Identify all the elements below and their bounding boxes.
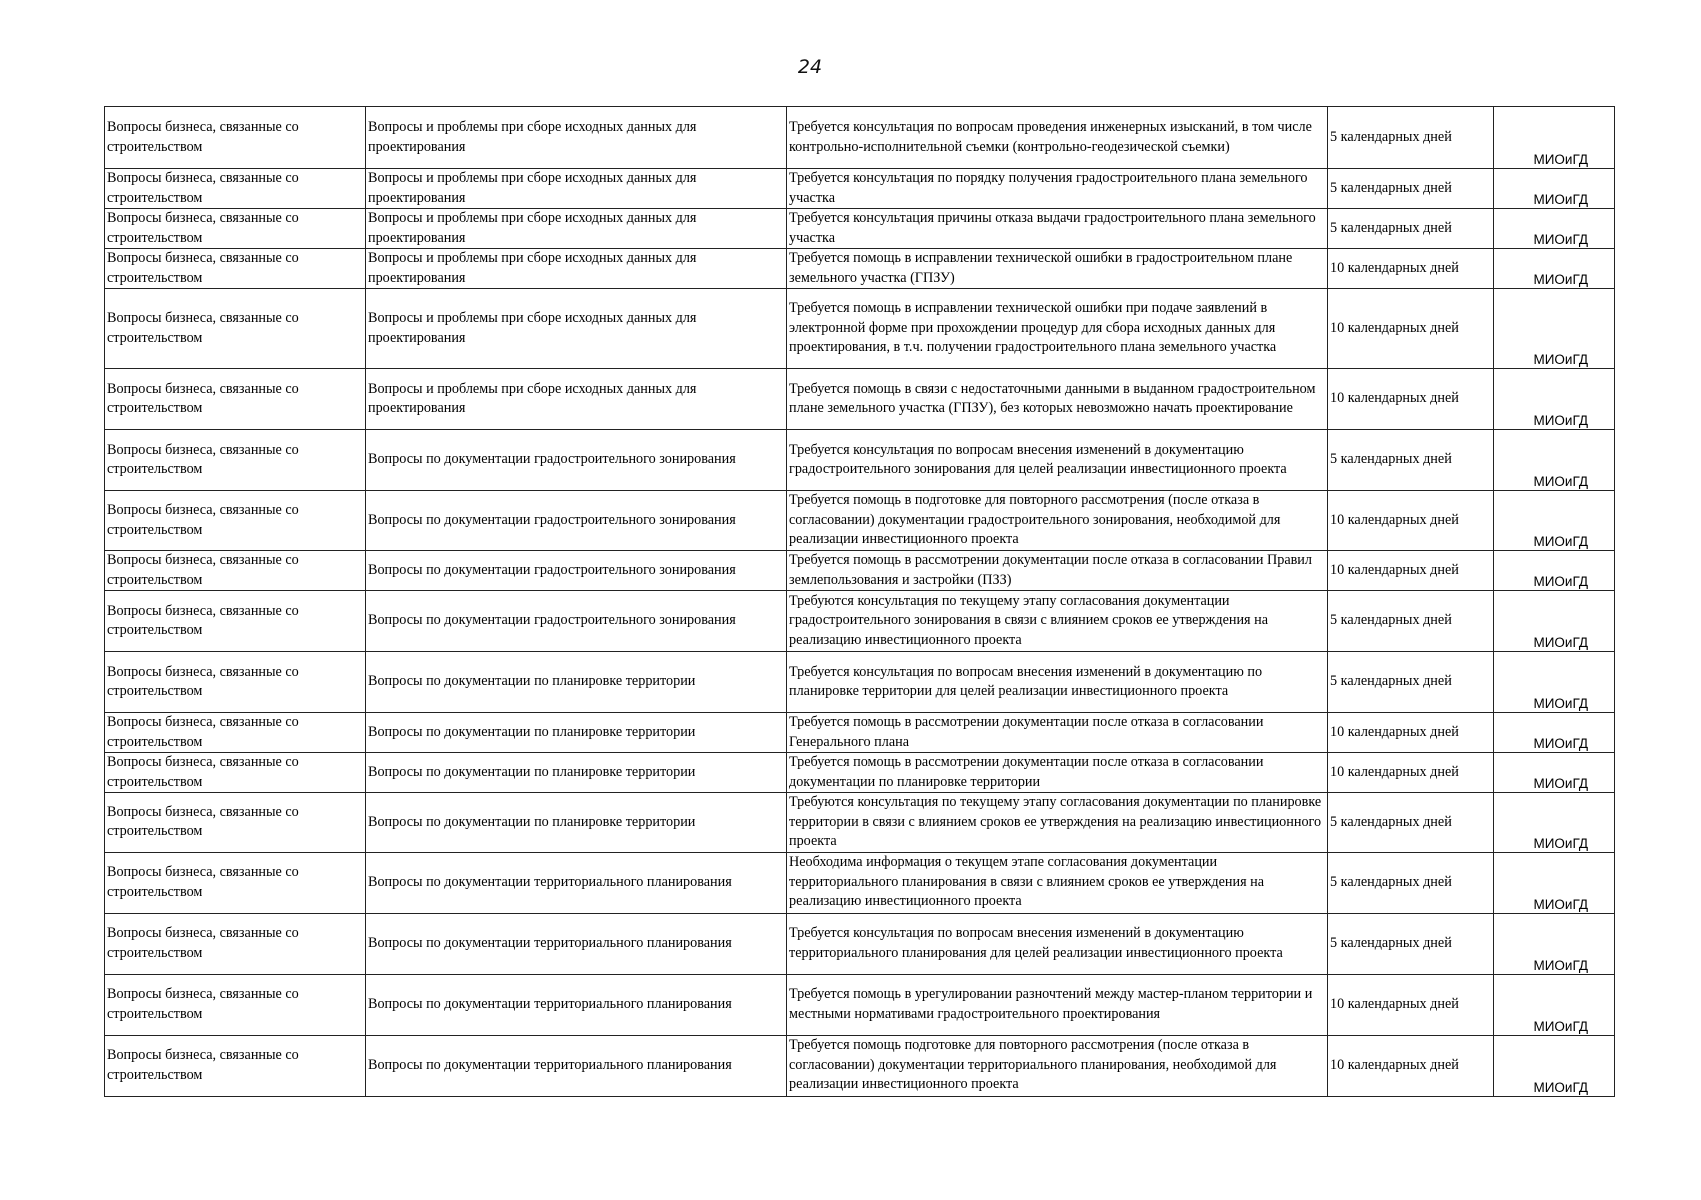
agency-cell: МИОиГД [1494, 753, 1615, 793]
topic-cell: Вопросы и проблемы при сборе исходных данных для проектирования [366, 369, 787, 430]
term-cell: 5 календарных дней [1328, 209, 1494, 249]
description-cell: Требуется помощь в связи с недостаточными данными в выданном градостроительном плане земельного участка (ГПЗУ), без которых невозможно начать проектирование [787, 369, 1328, 430]
description-cell: Требуется помощь в урегулировании разночтений между мастер-планом территории и местными нормативами градостроительного проектирования [787, 974, 1328, 1035]
agency-cell: МИОиГД [1494, 169, 1615, 209]
table-row [105, 852, 1615, 913]
table-row [105, 591, 1615, 652]
agency-cell: МИОиГД [1494, 591, 1615, 652]
category-cell: Вопросы бизнеса, связанные со строительством [105, 591, 366, 652]
category-cell: Вопросы бизнеса, связанные со строительством [105, 652, 366, 713]
topic-cell: Вопросы по документации по планировке территории [366, 652, 787, 713]
services-table-container [104, 106, 1614, 1097]
category-cell: Вопросы бизнеса, связанные со строительством [105, 249, 366, 289]
term-cell: 5 календарных дней [1328, 169, 1494, 209]
agency-cell: МИОиГД [1494, 913, 1615, 974]
description-cell: Требуется помощь в подготовке для повторного рассмотрения (после отказа в согласовании) документации градостроительного зонирования, необходимой для реализации инвестиционного проекта [787, 491, 1328, 551]
topic-cell: Вопросы по документации градостроительного зонирования [366, 591, 787, 652]
topic-cell: Вопросы по документации территориального планирования [366, 1035, 787, 1096]
agency-cell: МИОиГД [1494, 974, 1615, 1035]
agency-cell: МИОиГД [1494, 369, 1615, 430]
agency-cell: МИОиГД [1494, 107, 1615, 169]
term-cell: 10 календарных дней [1328, 369, 1494, 430]
term-cell: 10 календарных дней [1328, 551, 1494, 591]
topic-cell: Вопросы и проблемы при сборе исходных данных для проектирования [366, 249, 787, 289]
topic-cell: Вопросы и проблемы при сборе исходных данных для проектирования [366, 289, 787, 369]
term-cell: 10 календарных дней [1328, 289, 1494, 369]
topic-cell: Вопросы по документации градостроительного зонирования [366, 551, 787, 591]
table-row [105, 249, 1615, 289]
term-cell: 5 календарных дней [1328, 852, 1494, 913]
description-cell: Требуется консультация по порядку получения градостроительного плана земельного участка [787, 169, 1328, 209]
agency-cell: МИОиГД [1494, 852, 1615, 913]
agency-cell: МИОиГД [1494, 1035, 1615, 1096]
term-cell: 5 календарных дней [1328, 107, 1494, 169]
agency-cell: МИОиГД [1494, 713, 1615, 753]
category-cell: Вопросы бизнеса, связанные со строительством [105, 369, 366, 430]
description-cell: Требуется помощь в рассмотрении документации после отказа в согласовании Правил землепользования и застройки (ПЗЗ) [787, 551, 1328, 591]
agency-cell: МИОиГД [1494, 551, 1615, 591]
topic-cell: Вопросы по документации по планировке территории [366, 713, 787, 753]
agency-cell: МИОиГД [1494, 430, 1615, 491]
category-cell: Вопросы бизнеса, связанные со строительством [105, 1035, 366, 1096]
term-cell: 10 календарных дней [1328, 491, 1494, 551]
description-cell: Требуется помощь в рассмотрении документации после отказа в согласовании документации по планировке территории [787, 753, 1328, 793]
description-cell: Требуется консультация причины отказа выдачи градостроительного плана земельного участка [787, 209, 1328, 249]
agency-cell: МИОиГД [1494, 289, 1615, 369]
category-cell: Вопросы бизнеса, связанные со строительством [105, 209, 366, 249]
topic-cell: Вопросы по документации по планировке территории [366, 793, 787, 853]
table-row [105, 369, 1615, 430]
table-row [105, 713, 1615, 753]
topic-cell: Вопросы по документации территориального планирования [366, 913, 787, 974]
category-cell: Вопросы бизнеса, связанные со строительством [105, 169, 366, 209]
page-number: 24 [797, 56, 823, 78]
table-body [105, 107, 1615, 1097]
term-cell: 10 календарных дней [1328, 1035, 1494, 1096]
services-table [104, 106, 1615, 1097]
description-cell: Требуется консультация по вопросам внесения изменений в документацию градостроительного зонирования для целей реализации инвестиционного проекта [787, 430, 1328, 491]
topic-cell: Вопросы и проблемы при сборе исходных данных для проектирования [366, 209, 787, 249]
table-row [105, 430, 1615, 491]
agency-cell: МИОиГД [1494, 793, 1615, 853]
agency-cell: МИОиГД [1494, 249, 1615, 289]
topic-cell: Вопросы по документации территориального планирования [366, 974, 787, 1035]
table-row [105, 169, 1615, 209]
category-cell: Вопросы бизнеса, связанные со строительством [105, 430, 366, 491]
topic-cell: Вопросы по документации по планировке территории [366, 753, 787, 793]
term-cell: 10 календарных дней [1328, 753, 1494, 793]
description-cell: Требуются консультация по текущему этапу согласования документации градостроительного зонирования в связи с влиянием сроков ее утверждения на реализацию инвестиционного проекта [787, 591, 1328, 652]
table-row [105, 1035, 1615, 1096]
description-cell: Требуется помощь в рассмотрении документации после отказа в согласовании Генерального плана [787, 713, 1328, 753]
description-cell: Требуется консультация по вопросам внесения изменений в документацию территориального планирования для целей реализации инвестиционного проекта [787, 913, 1328, 974]
category-cell: Вопросы бизнеса, связанные со строительством [105, 852, 366, 913]
category-cell: Вопросы бизнеса, связанные со строительством [105, 491, 366, 551]
description-cell: Требуется помощь в исправлении технической ошибки при подаче заявлений в электронной форме при прохождении процедур для сбора исходных данных для проектирования, в т.ч. получении градостроительного плана земельного участка [787, 289, 1328, 369]
term-cell: 10 календарных дней [1328, 713, 1494, 753]
description-cell: Требуются консультация по текущему этапу согласования документации по планировке территории в связи с влиянием сроков ее утверждения на реализацию инвестиционного проекта [787, 793, 1328, 853]
table-row [105, 551, 1615, 591]
category-cell: Вопросы бизнеса, связанные со строительством [105, 793, 366, 853]
topic-cell: Вопросы по документации территориального планирования [366, 852, 787, 913]
table-row [105, 913, 1615, 974]
category-cell: Вопросы бизнеса, связанные со строительством [105, 107, 366, 169]
term-cell: 5 календарных дней [1328, 430, 1494, 491]
topic-cell: Вопросы и проблемы при сборе исходных данных для проектирования [366, 169, 787, 209]
category-cell: Вопросы бизнеса, связанные со строительством [105, 753, 366, 793]
term-cell: 5 календарных дней [1328, 591, 1494, 652]
table-row [105, 652, 1615, 713]
table-row [105, 793, 1615, 853]
agency-cell: МИОиГД [1494, 491, 1615, 551]
category-cell: Вопросы бизнеса, связанные со строительством [105, 713, 366, 753]
term-cell: 10 календарных дней [1328, 974, 1494, 1035]
agency-cell: МИОиГД [1494, 652, 1615, 713]
topic-cell: Вопросы по документации градостроительного зонирования [366, 430, 787, 491]
table-row [105, 753, 1615, 793]
category-cell: Вопросы бизнеса, связанные со строительством [105, 913, 366, 974]
description-cell: Требуется помощь в исправлении технической ошибки в градостроительном плане земельного участка (ГПЗУ) [787, 249, 1328, 289]
table-row [105, 974, 1615, 1035]
description-cell: Требуется консультация по вопросам внесения изменений в документацию по планировке территории для целей реализации инвестиционного проекта [787, 652, 1328, 713]
table-row [105, 209, 1615, 249]
term-cell: 5 календарных дней [1328, 913, 1494, 974]
description-cell: Требуется консультация по вопросам проведения инженерных изысканий, в том числе контрольно-исполнительной съемки (контрольно-геодезической съемки) [787, 107, 1328, 169]
agency-cell: МИОиГД [1494, 209, 1615, 249]
category-cell: Вопросы бизнеса, связанные со строительством [105, 974, 366, 1035]
category-cell: Вопросы бизнеса, связанные со строительством [105, 289, 366, 369]
table-row [105, 289, 1615, 369]
table-row [105, 491, 1615, 551]
category-cell: Вопросы бизнеса, связанные со строительством [105, 551, 366, 591]
term-cell: 5 календарных дней [1328, 652, 1494, 713]
term-cell: 10 календарных дней [1328, 249, 1494, 289]
topic-cell: Вопросы и проблемы при сборе исходных данных для проектирования [366, 107, 787, 169]
description-cell: Требуется помощь подготовке для повторного рассмотрения (после отказа в согласовании) документации территориального планирования, необходимой для реализации инвестиционного проекта [787, 1035, 1328, 1096]
table-row [105, 107, 1615, 169]
topic-cell: Вопросы по документации градостроительного зонирования [366, 491, 787, 551]
term-cell: 5 календарных дней [1328, 793, 1494, 853]
description-cell: Необходима информация о текущем этапе согласования документации территориального планирования в связи с влиянием сроков ее утверждения на реализацию инвестиционного проекта [787, 852, 1328, 913]
